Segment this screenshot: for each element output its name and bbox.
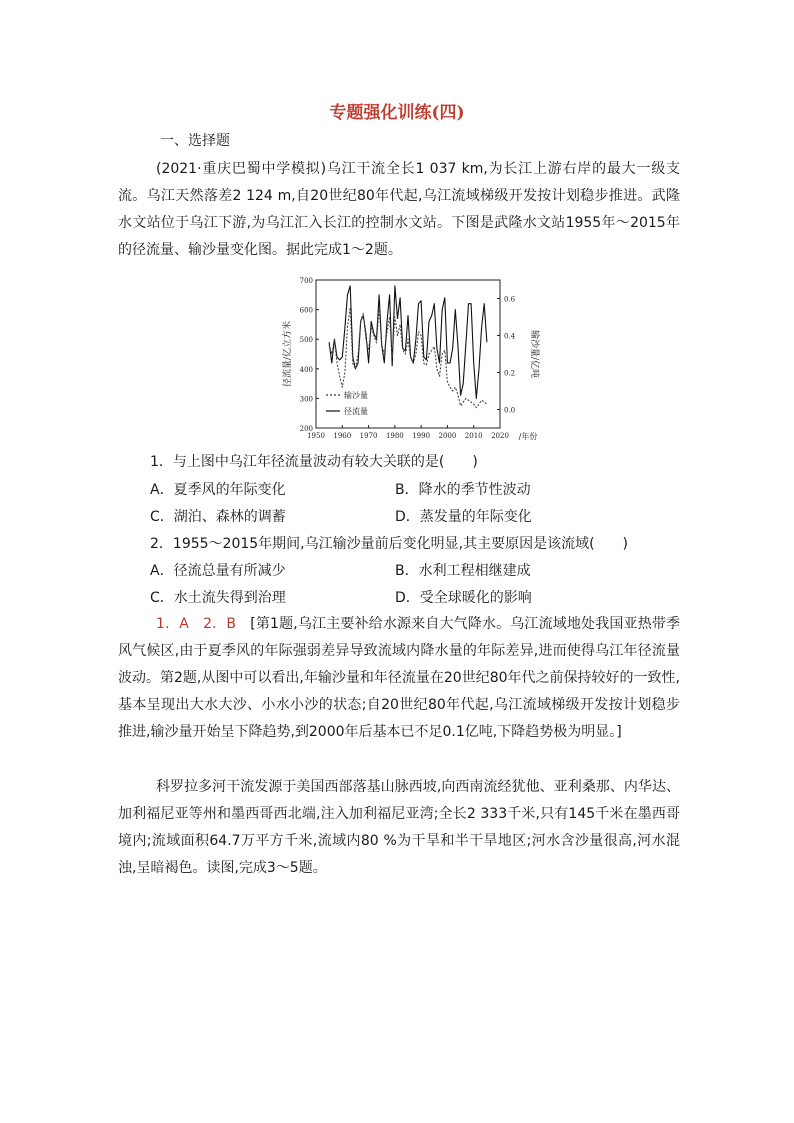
legend-label-sediment: 输沙量 (344, 391, 368, 400)
q1-option-b: B．降水的季节性波动 (395, 482, 531, 498)
question-2-stem: 2．1955～2015年期间,乌江输沙量前后变化明显,其主要原因是该流域( ) (150, 536, 628, 552)
y-left-label: 径流量/亿立方米 (283, 320, 293, 388)
q1-option-d: D．蒸发量的年际变化 (395, 509, 532, 525)
x-tick-label: 2020 (491, 432, 509, 440)
legend-label-runoff: 径流量 (344, 407, 368, 416)
y-left-tick-label: 200 (299, 425, 313, 433)
y-right-tick-label: 0.6 (504, 295, 516, 304)
x-tick-label: 1950 (307, 432, 325, 440)
x-tick-label: 1970 (359, 432, 378, 440)
x-tick-label: 2010 (464, 432, 483, 440)
q2-option-d: D．受全球暖化的影响 (395, 590, 532, 606)
answer-explanation (118, 611, 680, 746)
y-left-tick-label: 300 (299, 395, 313, 404)
x-axis-suffix: /年份 (518, 432, 538, 441)
x-tick-label: 1990 (412, 432, 431, 440)
q2-option-b: B．水利工程相继建成 (395, 563, 531, 579)
y-left-tick-label: 400 (299, 365, 313, 374)
runoff-sediment-chart (282, 276, 544, 444)
y-right-label: 输沙量/亿吨 (529, 329, 539, 379)
section-heading: 一、选择题 (160, 133, 230, 149)
q2-option-c: C．水土流失得到治理 (150, 590, 286, 606)
plot-frame (316, 280, 500, 428)
x-tick-label: 2000 (438, 432, 457, 440)
passage-wujiang: (2021·重庆巴蜀中学模拟)乌江干流全长1 037 km,为长江上游右岸的最大一级支流。乌江天然落差2 124 m,自20世纪80年代起,乌江流域梯级开发按计划稳步推进。武隆水文站位于乌江下游,为乌江汇入长江的控制水文站。下图是武隆水文站1955年～2015年的径流量、输沙量变化图。据此完成1～2题。 (118, 161, 680, 258)
answer-text: [第1题,乌江主要补给水源来自大气降水。乌江流域地处我国亚热带季风气候区,由于夏季风的年际强弱差异导致流域内降水量的年际差异,进而使得乌江年径流量波动。第2题,从图中可以看出,年输沙量和年径流量在20世纪80年代之前保持较好的一致性,基本呈现出大水大沙、小水小沙的状态;自20世纪80年代起,乌江流域梯级开发按计划稳步推进,输沙量开始呈下降趋势,到2000年后基本已不足0.1亿吨,下降趋势极为明显。] (118, 616, 681, 740)
q2-option-a: A．径流总量有所减少 (150, 563, 286, 579)
y-left-tick-label: 600 (299, 306, 313, 315)
chart-svg (282, 276, 544, 444)
y-right-tick-label: 0.2 (504, 369, 516, 378)
answer-key: 1．A 2．B (156, 616, 236, 632)
page-title: 专题强化训练(四) (329, 103, 465, 123)
passage-colorado: 科罗拉多河干流发源于美国西部落基山脉西坡,向西南流经犹他、亚利桑那、内华达、加利福尼亚等州和墨西哥西北端,注入加利福尼亚湾;全长2 333千米,只有145千米在墨西哥境内;流域面积64.7万平方千米,流域内80 %为干旱和半干旱地区;河水含沙量很高,河水混浊,呈暗褐色。读图,完成3～5题。 (118, 779, 680, 876)
x-tick-label: 1960 (333, 432, 352, 440)
x-tick-label: 1980 (385, 432, 404, 440)
y-left-tick-label: 500 (299, 336, 313, 345)
question-1-stem: 1．与上图中乌江年径流量波动有较大关联的是( ) (150, 454, 478, 470)
y-left-tick-label: 700 (299, 277, 313, 285)
q1-option-a: A．夏季风的年际变化 (150, 482, 286, 498)
y-right-tick-label: 0.0 (504, 406, 516, 415)
y-right-tick-label: 0.4 (504, 332, 516, 341)
q1-option-c: C．湖泊、森林的调蓄 (150, 509, 286, 525)
